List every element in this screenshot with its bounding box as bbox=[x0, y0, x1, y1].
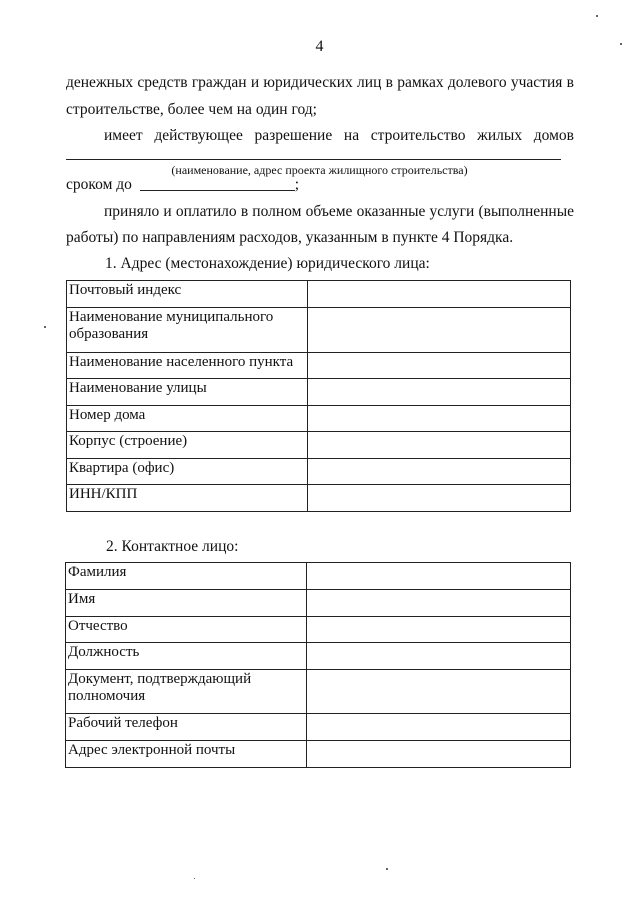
paragraph-3-line-1: приняло и оплатило в полном объеме оказанные услуги (выполненные bbox=[104, 203, 574, 220]
table-row bbox=[66, 741, 571, 768]
address-label: Номер дома bbox=[67, 406, 308, 432]
address-value-cell[interactable] bbox=[308, 379, 571, 406]
contact-label: Имя bbox=[66, 590, 307, 617]
table-row bbox=[66, 563, 571, 590]
address-label: Корпус (строение) bbox=[67, 432, 308, 459]
term-label: сроком до bbox=[66, 176, 132, 193]
table-row bbox=[67, 281, 571, 308]
contact-label: Должность bbox=[66, 643, 307, 670]
section-2-title: 2. Контактное лицо: bbox=[106, 538, 239, 555]
paragraph-2-line-1: имеет действующее разрешение на строительство жилых домов bbox=[104, 127, 574, 144]
term-end: ; bbox=[294, 176, 300, 193]
table-row bbox=[67, 485, 571, 512]
contact-label: Рабочий телефон bbox=[66, 714, 307, 741]
contact-value-cell[interactable] bbox=[307, 563, 571, 590]
project-name-caption: (наименование, адрес проекта жилищного строительства) bbox=[171, 163, 468, 177]
table-row bbox=[66, 617, 571, 643]
address-value-cell[interactable] bbox=[308, 459, 571, 485]
project-name-blank-line[interactable] bbox=[66, 159, 561, 160]
address-label: Квартира (офис) bbox=[67, 459, 308, 485]
address-label: Почтовый индекс bbox=[67, 281, 308, 308]
table-row bbox=[66, 590, 571, 617]
scan-speck bbox=[44, 326, 46, 328]
table-row bbox=[67, 432, 571, 459]
contact-value-cell[interactable] bbox=[307, 714, 571, 741]
contact-value-cell[interactable] bbox=[307, 617, 571, 643]
paragraph-1-line-2: строительстве, более чем на один год; bbox=[66, 101, 317, 118]
address-label: ИНН/КПП bbox=[67, 485, 308, 512]
contact-label: Фамилия bbox=[66, 563, 307, 590]
scan-speck bbox=[194, 878, 195, 879]
table-row bbox=[67, 379, 571, 406]
table-row bbox=[67, 459, 571, 485]
term-date-blank[interactable] bbox=[140, 176, 295, 191]
address-table bbox=[66, 280, 571, 512]
scan-speck bbox=[386, 868, 388, 870]
table-row bbox=[67, 406, 571, 432]
scan-speck bbox=[620, 43, 622, 45]
table-row bbox=[66, 714, 571, 741]
address-value-cell[interactable] bbox=[308, 281, 571, 308]
address-value-cell[interactable] bbox=[308, 353, 571, 379]
contact-label: Отчество bbox=[66, 617, 307, 643]
address-label: Наименование населенного пункта bbox=[67, 353, 308, 379]
table-row bbox=[67, 308, 571, 353]
address-value-cell[interactable] bbox=[308, 308, 571, 353]
contact-label: Документ, подтверждающий полномочия bbox=[66, 670, 307, 714]
address-label: Наименование муниципального образования bbox=[67, 308, 308, 353]
term-line bbox=[66, 176, 299, 194]
table-row bbox=[66, 643, 571, 670]
paragraph-3-line-2: работы) по направлениям расходов, указанным в пункте 4 Порядка. bbox=[66, 229, 514, 246]
contact-label: Адрес электронной почты bbox=[66, 741, 307, 768]
address-value-cell[interactable] bbox=[308, 485, 571, 512]
contact-value-cell[interactable] bbox=[307, 643, 571, 670]
page-number: 4 bbox=[315, 38, 324, 55]
table-row bbox=[67, 353, 571, 379]
section-1-title: 1. Адрес (местонахождение) юридического лица: bbox=[105, 255, 430, 272]
paragraph-1-line-1: денежных средств граждан и юридических лиц в рамках долевого участия в bbox=[66, 74, 574, 91]
scan-speck bbox=[596, 15, 598, 17]
contact-value-cell[interactable] bbox=[307, 590, 571, 617]
table-row bbox=[66, 670, 571, 714]
contact-table bbox=[65, 562, 571, 768]
contact-value-cell[interactable] bbox=[307, 741, 571, 768]
address-value-cell[interactable] bbox=[308, 432, 571, 459]
address-value-cell[interactable] bbox=[308, 406, 571, 432]
contact-value-cell[interactable] bbox=[307, 670, 571, 714]
address-label: Наименование улицы bbox=[67, 379, 308, 406]
